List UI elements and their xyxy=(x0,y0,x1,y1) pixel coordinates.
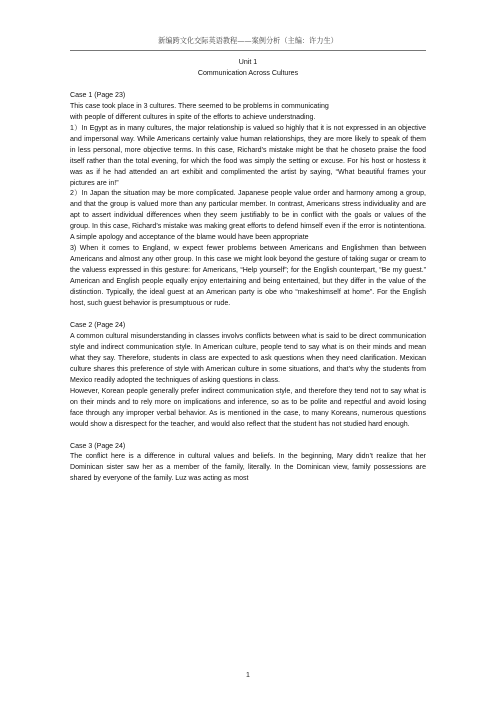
case2-paragraph1: A common cultural misunderstanding in classes involvs conflicts between what is said to be direct communication style and indirect communication style. In American culture, people tend to say what is on their minds and mean what they say. Therefore, students in class are expected to ask questions when they need clarification. Mexican culture shares this preference of style with American culture in some situations, and that’s why the students from Mexico readily adopted the techniques of asking questions in class. xyxy=(70,332,426,384)
page-number: 1 xyxy=(246,672,250,679)
case2-paragraph2: However, Korean people generally prefer indirect communication style, and therefore they tend not to say what is on their minds and to rely more on implications and inference, so as to be polite and repectful and avoid losing face through any improper verbal behavior. As is mentioned in the case, to many Koreans, numerous questions would show a disrespect for the teacher, and would also reflect that the student has not studied hard enough. xyxy=(70,387,426,428)
spacer xyxy=(70,431,426,442)
case1-intro-line1: This case took place in 3 cultures. There seemed to be problems in communicating xyxy=(70,102,329,110)
spacer xyxy=(70,80,426,91)
case1-point2: 2）In Japan the situation may be more complicated. Japanese people value order and harmony among a group, and that the group is valued more than any particular member. In contrast, Americans stress individuality and are apt to assert individual differences when they seem justifiably to be in conflict with the goals or values of the group. In this case, Richard’s mistake was making great efforts to defend himself even if the error is notintentiona. A simple apology and acceptance of the blame would have been appropriate xyxy=(70,190,426,242)
header-rule xyxy=(70,50,426,51)
case1-point3: 3) When it comes to England, w expect fewer problems between Americans and Englishmen than between Americans and almost any other group. In this case we might look beyond the gesture of taking sugar or cream to the valuess expressed in this gesture: for Americans, “Help yourself”; for the English counterpart, “Be my guest.” American and English people equally enjoy entertaining and being entertained, but they differ in the value of the distinction. Typically, the ideal guest at an American party is obe who “makeshimself at home”. For the English host, such guest behavior is presumptuous or rude. xyxy=(70,245,426,308)
running-header: 新编跨文化交际英语教程——案例分析（主编：许力生） xyxy=(158,36,338,45)
case2-heading: Case 2 (Page 24) xyxy=(70,321,126,329)
case3-paragraph1: The conflict here is a difference in cultural values and beliefs. In the beginning, Mary didn’t realize that her Dominican sister saw her as a member of the family, literally. In the Dominican view, family possessions are shared by everyone of the family. Luz was acting as most xyxy=(70,453,426,483)
unit-label: Unit 1 xyxy=(238,59,258,66)
case1-intro-line2: with people of different cultures in spite of the efforts to achieve understnading. xyxy=(70,113,316,121)
case1-point1: 1）In Egypt as in many cultures, the major relationship is valued so highly that it is not expressed in an objective and impersonal way. While Americans certainly value human relationships, they are more likely to speak of them in less personal, more objective terms. In this case, Richard’s mistake might be that he choseto praise the food itself rather than the total evening, for which the food was simply the setting or excuse. For his host or hostess it was as if he had attended an art exhibit and complimented the artist by saying, “What beautiful frames your pictures are in!” xyxy=(70,124,426,187)
case3-heading: Case 3 (Page 24) xyxy=(70,442,126,450)
document-body xyxy=(70,58,426,485)
unit-title: Communication Across Cultures xyxy=(197,69,299,77)
spacer xyxy=(70,310,426,321)
case1-heading: Case 1 (Page 23) xyxy=(70,91,126,99)
